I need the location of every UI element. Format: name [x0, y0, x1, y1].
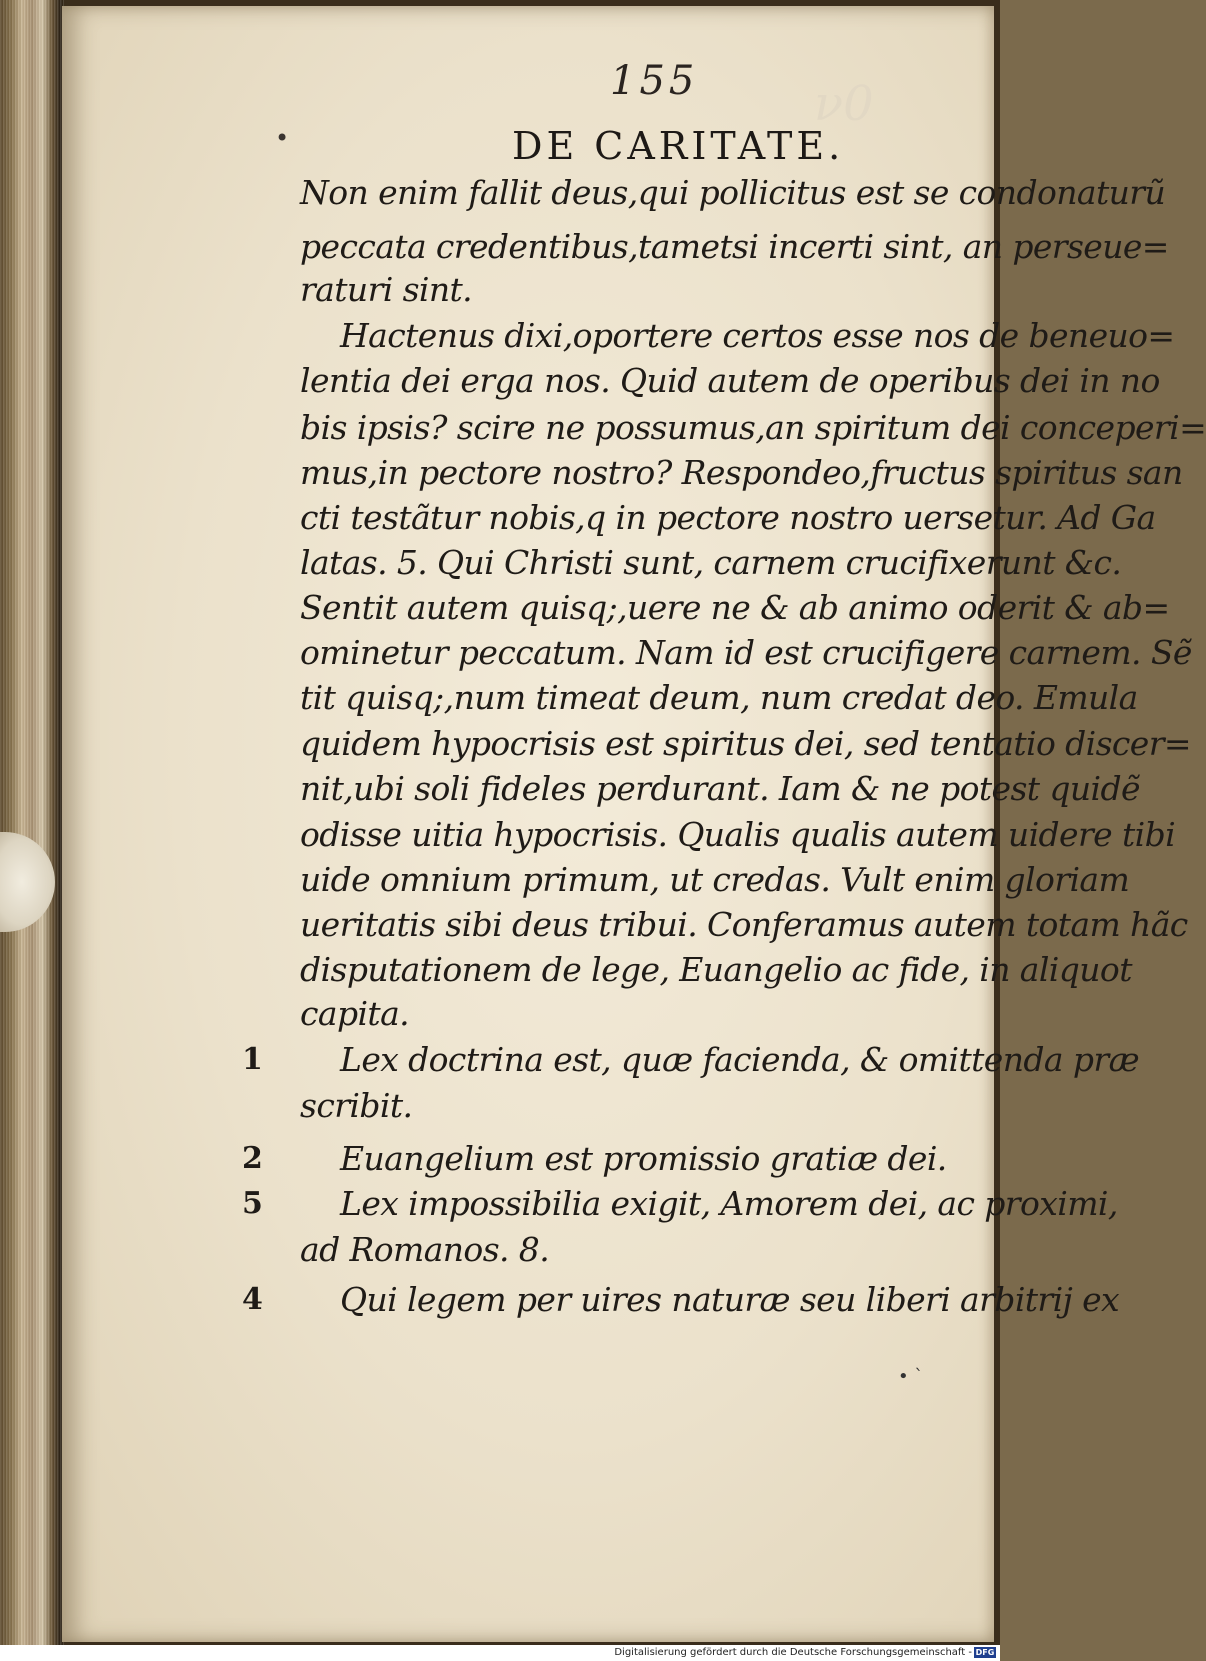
dfg-logo: DFG	[975, 1648, 995, 1657]
text-line: disputationem de lege, Euangelio ac fide, in aliquot	[300, 950, 1132, 989]
text-line: Lex doctrina est, quæ facienda, & omittenda præ	[340, 1040, 1139, 1079]
text-line: raturi sint.	[300, 270, 473, 309]
margin-number: 2	[242, 1141, 263, 1176]
text-line: bis ipsis? scire ne possumus,an spiritum dei conceperi=	[300, 408, 1206, 447]
show-through-marks: ν0	[814, 76, 874, 132]
text-line: ominetur peccatum. Nam id est crucifigere carnem. Sẽ	[300, 633, 1192, 672]
text-line: Sentit autem quisq;,uere ne & ab animo oderit & ab=	[300, 588, 1170, 627]
margin-number: 4	[242, 1282, 263, 1317]
book-page-edges	[0, 0, 64, 1645]
head-ornament: •	[275, 124, 290, 152]
text-line: capita.	[300, 994, 410, 1033]
text-line: odisse uitia hypocrisis. Qualis qualis autem uidere tibi	[300, 815, 1176, 854]
text-line: Hactenus dixi,oportere certos esse nos de beneuo=	[340, 316, 1175, 355]
text-line: Non enim fallit deus,qui pollicitus est se condonaturũ	[300, 173, 1166, 212]
text-line: lentia dei erga nos. Quid autem de operibus dei in no	[300, 361, 1160, 400]
text-line: Euangelium est promissio gratiæ dei.	[340, 1139, 947, 1178]
text-line: quidem hypocrisis est spiritus dei, sed tentatio discer=	[300, 724, 1191, 763]
footer-credit: Digitalisierung gefördert durch die Deutsche Forschungsgemeinschaft -	[614, 1647, 972, 1658]
text-line: ueritatis sibi deus tribui. Conferamus autem totam hãc	[300, 905, 1188, 944]
text-line: nit,ubi soli fideles perdurant. Iam & ne potest quidẽ	[300, 769, 1140, 808]
digitization-footer	[0, 1645, 1000, 1661]
text-line: peccata credentibus,tametsi incerti sint, an perseue=	[300, 227, 1169, 266]
margin-number: 5	[242, 1186, 263, 1221]
text-line: Lex impossibilia exigit, Amorem dei, ac proximi,	[340, 1184, 1118, 1223]
running-head: DE CARITATE.	[512, 124, 845, 168]
margin-number: 1	[242, 1042, 263, 1077]
folio-number: 155	[610, 58, 699, 104]
text-line: Qui legem per uires naturæ seu liberi arbitrij ex	[340, 1280, 1120, 1319]
text-line: ad Romanos. 8.	[300, 1230, 550, 1269]
text-line: latas. 5. Qui Christi sunt, carnem crucifixerunt &c.	[300, 543, 1122, 582]
text-line: uide omnium primum, ut credas. Vult enim gloriam	[300, 860, 1130, 899]
ink-specks: • `	[898, 1366, 924, 1387]
text-line: cti testãtur nobis,q in pectore nostro uersetur. Ad Ga	[300, 498, 1156, 537]
text-line: mus,in pectore nostro? Respondeo,fructus spiritus san	[300, 453, 1183, 492]
text-line: tit quisq;,num timeat deum, num credat deo. Emula	[300, 678, 1138, 717]
text-line: scribit.	[300, 1086, 413, 1125]
book-page	[62, 6, 1206, 1642]
